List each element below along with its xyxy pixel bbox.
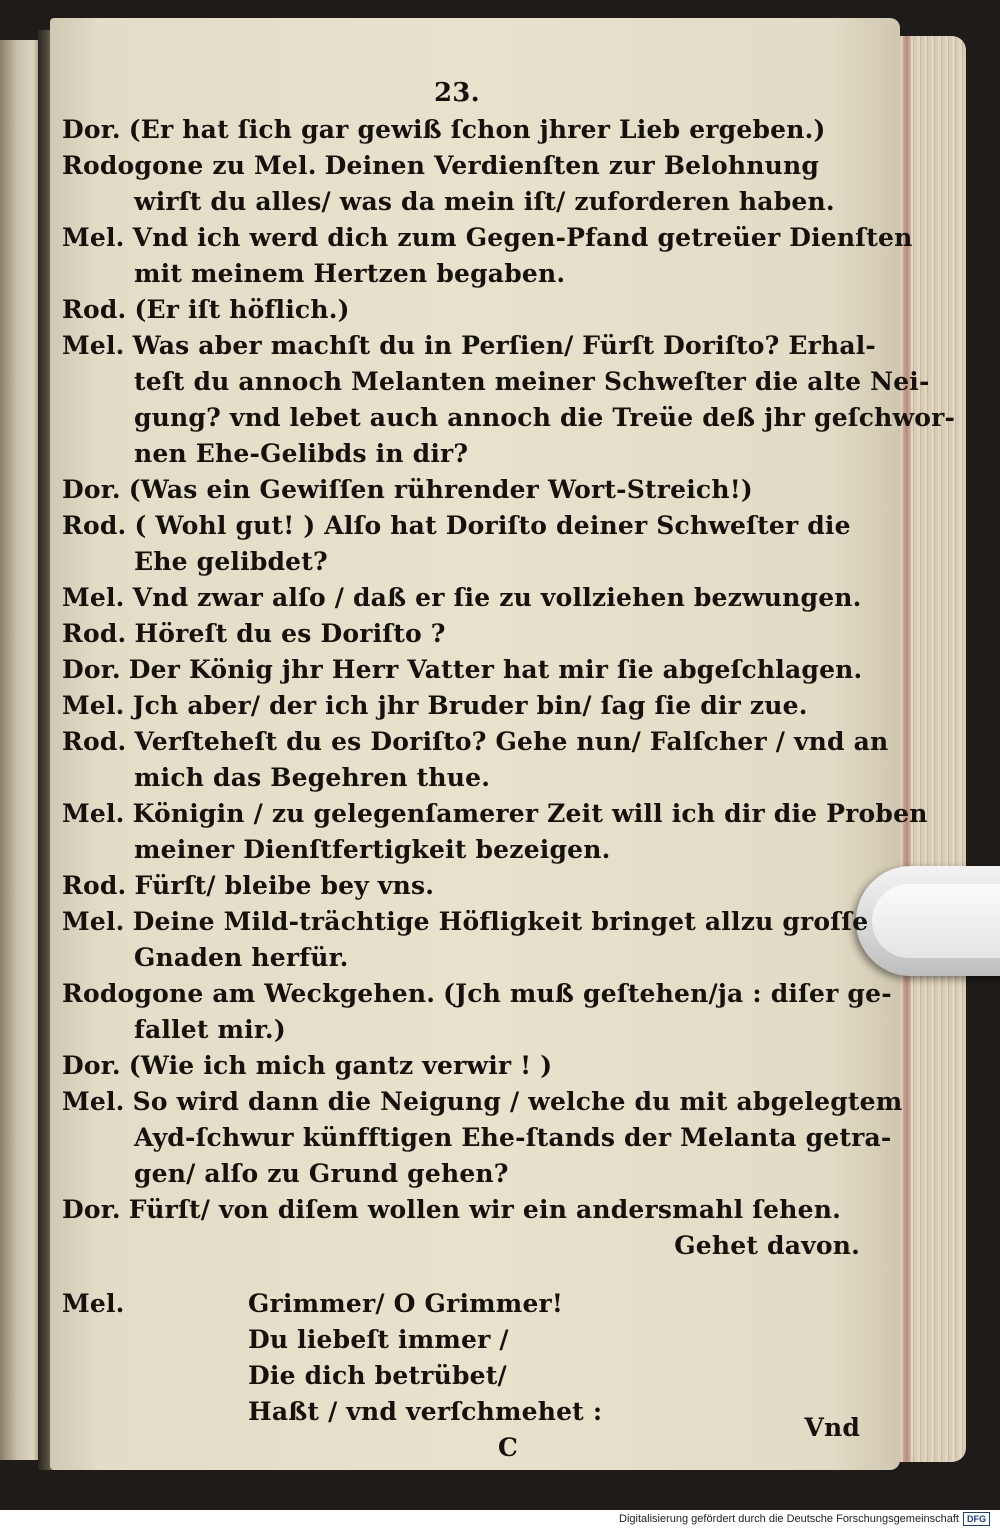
speaker-label: Rod.	[62, 727, 127, 756]
dialogue-text: Gnaden herfür.	[134, 943, 349, 972]
page-number: 23.	[434, 78, 480, 108]
text-line	[62, 616, 446, 652]
dialogue-text: So wird dann die Neigung / welche du mit abgelegtem	[132, 1087, 903, 1116]
dialogue-text: Höreſt du es Doriſto ?	[134, 619, 446, 648]
dialogue-text: Verſteheſt du es Doriſto? Gehe nun/ Falſcher / vnd an	[134, 727, 889, 756]
song-verse: Du liebeſt immer /	[248, 1325, 509, 1354]
text-line	[62, 940, 349, 976]
speaker-label: Mel.	[62, 1087, 125, 1116]
dialogue-text: Ehe gelibdet?	[134, 547, 328, 576]
speaker-label: Mel.	[62, 799, 125, 828]
dialogue-text: ( Wohl gut! ) Alſo hat Doriſto deiner Schweſter die	[134, 511, 851, 540]
dialogue-text: (Er iſt höflich.)	[134, 295, 350, 324]
speaker-label: Mel.	[62, 907, 125, 936]
song-verse: Die dich betrübet/	[248, 1361, 507, 1390]
dialogue-text: Vnd zwar alſo / daß er ſie zu vollziehen bezwungen.	[132, 583, 862, 612]
dialogue-text: (Er hat ſich gar gewiß ſchon jhrer Lieb ergeben.)	[128, 115, 826, 144]
dialogue-text: Deinen Verdienſten zur Belohnung	[324, 151, 820, 180]
text-line	[62, 580, 862, 616]
text-line	[62, 652, 862, 688]
dialogue-text: Ayd-ſchwur künfftigen Ehe-ſtands der Melanta getra-	[134, 1123, 892, 1152]
dialogue-text: mit meinem Hertzen begaben.	[134, 259, 566, 288]
dialogue-text: meiner Dienſtfertigkeit bezeigen.	[134, 835, 611, 864]
dialogue-text: (Was ein Gewiſſen rührender Wort-Streich!)	[128, 475, 753, 504]
text-line	[62, 364, 930, 400]
speaker-label: Rodogone zu Mel.	[62, 151, 317, 180]
speaker-label: Dor.	[62, 115, 121, 144]
text-line	[62, 400, 955, 436]
speaker-label: Dor.	[62, 475, 121, 504]
dialogue-text: mich das Begehren thue.	[134, 763, 491, 792]
dialogue-text: (Jch muß geſtehen/ja : diſer ge-	[443, 979, 892, 1008]
text-line	[62, 1156, 509, 1192]
dialogue-text: Was aber machſt du in Perſien/ Fürſt Doriſto? Erhal-	[132, 331, 876, 360]
dialogue-text: Fürſt/ bleibe bey vns.	[134, 871, 435, 900]
footer-text: Digitalisierung gefördert durch die Deutsche Forschungsgemeinschaft	[619, 1513, 959, 1525]
text-line	[62, 256, 565, 292]
dialogue-text: Deine Mild-trächtige Höfligkeit bringet allzu groſſe	[132, 907, 869, 936]
text-line	[62, 112, 826, 148]
dialogue-text: Jch aber/ der ich jhr Bruder bin/ ſag ſie dir zue.	[132, 691, 808, 720]
speaker-label: Rod.	[62, 619, 127, 648]
dialogue-text: gung? vnd lebet auch annoch die Treüe deß jhr geſchwor-	[134, 403, 956, 432]
text-line	[62, 148, 819, 184]
dialogue-text: Vnd ich werd dich zum Gegen-Pfand getreüer Dienſten	[132, 223, 913, 252]
speaker-label: Rod.	[62, 511, 127, 540]
text-line	[62, 688, 808, 724]
speaker-label: Dor.	[62, 1195, 121, 1224]
text-line	[62, 508, 851, 544]
text-line	[62, 1120, 891, 1156]
text-line	[62, 184, 835, 220]
speaker-label: Dor.	[62, 655, 121, 684]
footer-credit	[619, 1510, 990, 1528]
text-line	[62, 796, 928, 832]
text-line	[62, 1048, 552, 1084]
speaker-label: Mel.	[62, 691, 125, 720]
text-line	[62, 1192, 841, 1228]
dialogue-text: Königin / zu gelegenſamerer Zeit will ich dir die Proben	[132, 799, 928, 828]
text-line	[62, 436, 468, 472]
stage-direction: Gehet davon.	[674, 1231, 860, 1260]
song-speaker: Mel.	[62, 1289, 125, 1318]
speaker-label: Rod.	[62, 871, 127, 900]
dialogue-text: gen/ alſo zu Grund gehen?	[134, 1159, 509, 1188]
text-line	[62, 976, 892, 1012]
speaker-label: Dor.	[62, 1051, 121, 1080]
text-line	[62, 472, 753, 508]
text-line	[62, 724, 888, 760]
speaker-label: Rod.	[62, 295, 127, 324]
text-line	[62, 832, 611, 868]
dialogue-text: (Wie ich mich gantz verwir ! )	[128, 1051, 553, 1080]
dialogue-text: nen Ehe-Gelibds in dir?	[134, 439, 469, 468]
text-line	[62, 292, 350, 328]
dialogue-text: teſt du annoch Melanten meiner Schweſter die alte Nei-	[134, 367, 930, 396]
song-verse: Grimmer/ O Grimmer!	[248, 1289, 564, 1318]
speaker-label: Mel.	[62, 583, 125, 612]
signature-mark: C	[498, 1433, 519, 1462]
text-line	[62, 1012, 286, 1048]
page-clip-highlight	[872, 884, 1000, 958]
speaker-label: Mel.	[62, 331, 125, 360]
text-line	[62, 544, 328, 580]
dialogue-text: Fürſt/ von diſem wollen wir ein andersmahl ſehen.	[128, 1195, 842, 1224]
text-line	[62, 760, 490, 796]
text-line	[62, 868, 434, 904]
song-verse: Haßt / vnd verſchmehet :	[248, 1397, 603, 1426]
dialogue-text: fallet mir.)	[134, 1015, 286, 1044]
catchword: Vnd	[804, 1413, 860, 1442]
speaker-label: Mel.	[62, 223, 125, 252]
dialogue-text: wirſt du alles/ was da mein iſt/ zuforderen haben.	[134, 187, 835, 216]
dialogue-text: Der König jhr Herr Vatter hat mir ſie abgeſchlagen.	[128, 655, 863, 684]
text-line	[62, 220, 912, 256]
speaker-label: Rodogone am Weckgehen.	[62, 979, 436, 1008]
dfg-logo-icon: DFG	[963, 1512, 990, 1526]
text-line	[62, 1084, 902, 1120]
text-line	[62, 904, 868, 940]
text-line	[62, 328, 876, 364]
